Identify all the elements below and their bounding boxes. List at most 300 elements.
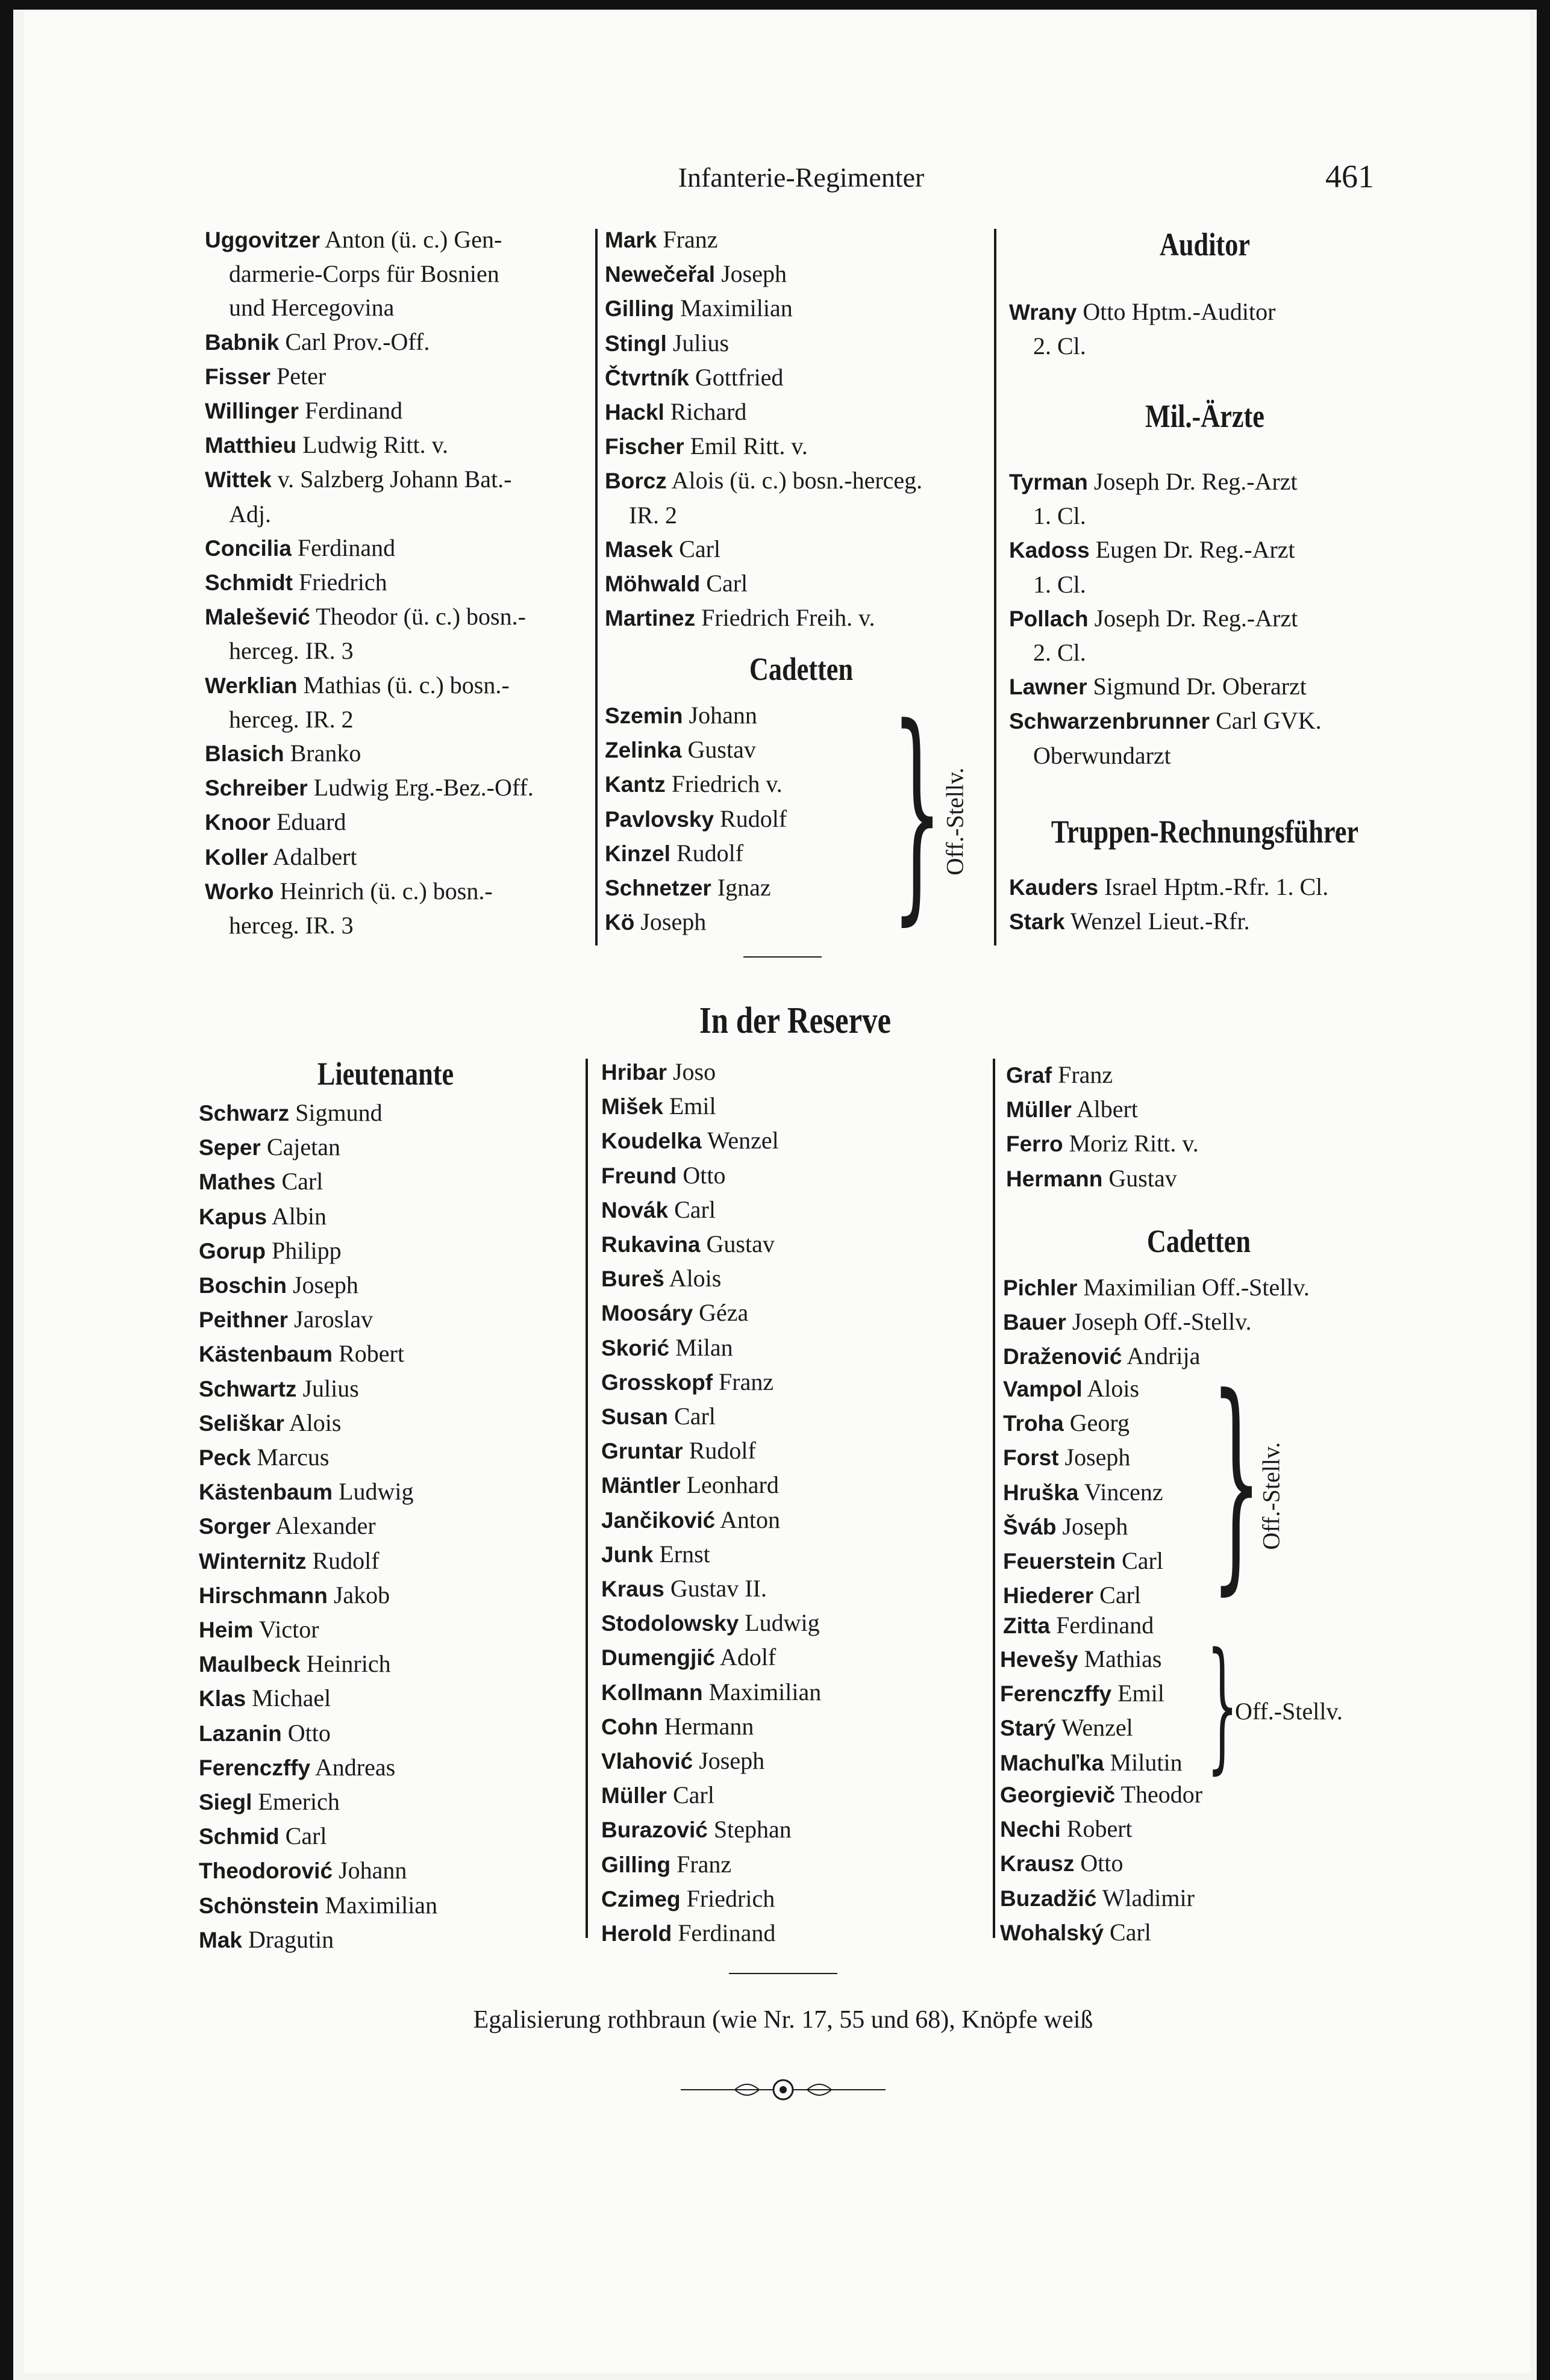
surname: Forst bbox=[1003, 1445, 1059, 1471]
list-entry bbox=[601, 1227, 987, 1262]
list-entry bbox=[1000, 1642, 1301, 1677]
entry-detail: Peter bbox=[270, 362, 327, 390]
surname: Mark bbox=[605, 228, 657, 252]
surname: Wittek bbox=[205, 467, 272, 493]
list-entry bbox=[205, 497, 590, 531]
list-entry bbox=[601, 1572, 987, 1606]
entry-detail: Joseph bbox=[693, 1747, 765, 1775]
list-entry bbox=[205, 874, 590, 909]
entry-continuation: herceg. IR. 3 bbox=[229, 637, 354, 665]
list-entry bbox=[1000, 1746, 1301, 1780]
entry-detail: Sigmund bbox=[289, 1099, 383, 1126]
list-entry bbox=[601, 1537, 987, 1572]
surname: Skorić bbox=[601, 1335, 670, 1360]
surname: Boschin bbox=[199, 1273, 287, 1298]
list-entry bbox=[205, 634, 590, 668]
scan-edge-left bbox=[0, 0, 13, 2380]
entry-detail: Johann bbox=[683, 702, 757, 729]
list-entry bbox=[601, 1813, 987, 1847]
surname: Müller bbox=[601, 1783, 667, 1808]
entry-detail: Anton bbox=[715, 1506, 781, 1533]
bottom-cadets-b-note: Off.-Stellv. bbox=[1257, 1442, 1285, 1550]
surname: Lawner bbox=[1009, 674, 1087, 700]
list-entry bbox=[1009, 568, 1395, 602]
surname: Hackl bbox=[605, 400, 664, 425]
entry-detail: Albin bbox=[267, 1202, 327, 1230]
surname: Zelinka bbox=[605, 738, 682, 763]
entry-continuation: und Hercegovina bbox=[229, 294, 395, 322]
surname: Starý bbox=[1000, 1716, 1056, 1741]
list-entry bbox=[199, 1441, 584, 1475]
surname: Mišek bbox=[601, 1094, 663, 1120]
surname: Klas bbox=[199, 1686, 246, 1712]
entry-detail: Joseph Dr. Reg.-Arzt bbox=[1088, 604, 1298, 632]
entry-detail: Ludwig bbox=[333, 1478, 414, 1506]
entry-detail: Joseph bbox=[715, 260, 787, 288]
surname: Schmid bbox=[199, 1824, 280, 1849]
surname: Wrany bbox=[1009, 300, 1077, 325]
surname: Kantz bbox=[605, 772, 666, 797]
entry-detail: Rudolf bbox=[683, 1437, 756, 1465]
surname: Winternitz bbox=[199, 1548, 307, 1574]
surname: Vlahović bbox=[601, 1749, 693, 1774]
surname: Vampol bbox=[1003, 1377, 1083, 1401]
surname: Stingl bbox=[605, 331, 667, 356]
surname: Gorup bbox=[199, 1238, 266, 1263]
list-entry bbox=[199, 1681, 584, 1716]
entry-continuation: darmerie-Corps für Bosnien bbox=[229, 260, 499, 288]
surname: Borcz bbox=[605, 469, 667, 494]
surname: Willinger bbox=[205, 399, 299, 424]
entry-detail: Gustav bbox=[681, 736, 756, 764]
entry-detail: Alois bbox=[284, 1409, 342, 1436]
list-entry bbox=[601, 1434, 987, 1468]
surname: Concilia bbox=[205, 535, 292, 561]
surname: Worko bbox=[205, 879, 274, 904]
entry-detail: Mathias (ü. c.) bosn.- bbox=[297, 671, 510, 699]
list-entry bbox=[199, 1647, 584, 1681]
entry-detail: Philipp bbox=[265, 1236, 342, 1264]
entry-detail: Franz bbox=[1052, 1061, 1113, 1088]
surname: Kraus bbox=[601, 1577, 664, 1602]
rechnungsfuehrer-list bbox=[1009, 870, 1395, 939]
entry-detail: Joseph bbox=[286, 1271, 358, 1299]
surname: Rukavina bbox=[601, 1232, 701, 1257]
surname: Schnetzer bbox=[605, 876, 711, 901]
surname: Grosskopf bbox=[601, 1369, 713, 1395]
entry-detail: Gustav II. bbox=[664, 1575, 767, 1603]
list-entry bbox=[605, 326, 990, 361]
entry-detail: Gustav bbox=[1102, 1164, 1177, 1192]
list-entry bbox=[601, 1675, 987, 1710]
entry-continuation: 2. Cl. bbox=[1033, 639, 1086, 667]
surname: Herold bbox=[601, 1921, 672, 1946]
list-entry bbox=[605, 601, 990, 635]
surname: Heim bbox=[199, 1618, 254, 1643]
list-entry bbox=[199, 1372, 584, 1406]
entry-detail: Leonhard bbox=[680, 1471, 779, 1499]
entry-detail: Alois bbox=[664, 1265, 722, 1292]
entry-detail: Robert bbox=[333, 1340, 404, 1368]
surname: Bureš bbox=[601, 1266, 664, 1292]
entry-detail: Carl GVK. bbox=[1210, 707, 1322, 735]
list-entry bbox=[205, 909, 590, 942]
list-entry bbox=[205, 737, 590, 771]
surname: Peithner bbox=[199, 1307, 289, 1333]
top-cadets-list bbox=[605, 699, 906, 939]
list-entry bbox=[205, 291, 590, 325]
surname: Mäntler bbox=[601, 1473, 681, 1498]
surname: Susan bbox=[601, 1404, 669, 1430]
list-entry bbox=[1009, 905, 1395, 939]
list-entry bbox=[601, 1055, 987, 1089]
entry-detail: Branko bbox=[284, 740, 361, 767]
bottom-cadets-b-note-wrap bbox=[1211, 1442, 1331, 1550]
surname: Peck bbox=[199, 1445, 251, 1471]
entry-detail: Carl bbox=[279, 1822, 327, 1850]
entry-detail: Johann bbox=[333, 1857, 407, 1884]
entry-detail: Albert bbox=[1071, 1095, 1138, 1123]
surname: Matthieu bbox=[205, 433, 297, 458]
entry-detail: Emil Ritt. v. bbox=[684, 432, 808, 460]
surname: Šváb bbox=[1003, 1514, 1057, 1539]
surname: Gilling bbox=[601, 1852, 671, 1877]
entry-detail: Friedrich bbox=[292, 569, 387, 596]
entry-detail: Friedrich v. bbox=[665, 770, 783, 798]
column-rule-right bbox=[994, 229, 996, 945]
list-entry bbox=[199, 1544, 584, 1578]
entry-detail: Carl bbox=[1093, 1581, 1142, 1609]
surname: Kästenbaum bbox=[199, 1480, 333, 1505]
entry-detail: Rudolf bbox=[714, 805, 787, 832]
entry-detail: Ferdinand bbox=[291, 534, 396, 561]
list-entry bbox=[205, 257, 590, 291]
surname: Hruška bbox=[1003, 1480, 1079, 1505]
list-entry bbox=[605, 802, 906, 836]
entry-detail: Maximilian bbox=[702, 1678, 822, 1706]
list-entry bbox=[605, 395, 990, 429]
list-entry bbox=[205, 394, 590, 428]
bottom-cadets-e bbox=[1000, 1778, 1361, 1950]
entry-detail: Eduard bbox=[270, 808, 346, 836]
list-entry bbox=[205, 771, 590, 805]
surname: Draženović bbox=[1003, 1344, 1122, 1369]
surname: Gruntar bbox=[601, 1439, 683, 1464]
list-entry bbox=[1006, 1092, 1392, 1127]
entry-detail: Theodor bbox=[1115, 1781, 1203, 1808]
running-header: Infanterie-Regimenter bbox=[678, 162, 925, 193]
entry-detail: Carl bbox=[666, 1781, 714, 1809]
column-rule-bottom-right bbox=[993, 1059, 995, 1938]
entry-detail: Ludwig bbox=[739, 1609, 820, 1637]
surname: Babnik bbox=[205, 329, 280, 355]
list-entry bbox=[199, 1096, 584, 1130]
surname: Stodolowsky bbox=[601, 1611, 739, 1636]
list-entry bbox=[1006, 1127, 1392, 1161]
entry-detail: Theodor (ü. c.) bosn.- bbox=[310, 603, 526, 631]
surname: Kauders bbox=[1009, 875, 1099, 900]
surname: Machuľka bbox=[1000, 1750, 1104, 1775]
surname: Seper bbox=[199, 1135, 261, 1160]
entry-detail: Robert bbox=[1060, 1815, 1133, 1843]
surname: Freund bbox=[601, 1163, 677, 1188]
entry-detail: Emil bbox=[663, 1092, 716, 1120]
entry-detail: Carl bbox=[700, 570, 748, 597]
entry-detail: Gustav bbox=[700, 1230, 775, 1258]
entry-detail: Rudolf bbox=[670, 839, 744, 867]
list-entry bbox=[605, 464, 990, 498]
surname: Cohn bbox=[601, 1714, 658, 1739]
list-entry bbox=[601, 1606, 987, 1640]
list-entry bbox=[605, 499, 990, 532]
list-entry bbox=[199, 1234, 584, 1268]
surname: Kästenbaum bbox=[199, 1342, 333, 1367]
list-entry bbox=[601, 1331, 987, 1365]
entry-detail: Ferdinand bbox=[1050, 1612, 1154, 1639]
entry-detail: Alois (ü. c.) bosn.-herceg. bbox=[666, 467, 923, 494]
list-entry bbox=[1009, 499, 1395, 533]
list-entry bbox=[205, 463, 590, 497]
entry-detail: Emerich bbox=[252, 1788, 340, 1816]
list-entry bbox=[1009, 295, 1395, 329]
auditor-list bbox=[1009, 295, 1395, 363]
surname: Schwarz bbox=[199, 1101, 290, 1126]
list-entry bbox=[601, 1468, 987, 1503]
list-entry bbox=[199, 1889, 584, 1923]
aerzte-list bbox=[1009, 465, 1395, 773]
entry-detail: Hermann bbox=[658, 1712, 754, 1740]
surname: Feuerstein bbox=[1003, 1549, 1116, 1574]
list-entry bbox=[1003, 1305, 1401, 1339]
list-entry bbox=[1003, 1339, 1401, 1374]
list-entry bbox=[601, 1089, 987, 1124]
entry-detail: Joseph bbox=[634, 908, 707, 936]
list-entry bbox=[1009, 739, 1395, 773]
list-entry bbox=[199, 1200, 584, 1234]
list-entry bbox=[601, 1124, 987, 1158]
list-entry bbox=[1009, 329, 1395, 363]
surname: Koller bbox=[205, 844, 268, 870]
entry-detail: Mathias bbox=[1078, 1645, 1162, 1672]
surname: Czimeg bbox=[601, 1886, 681, 1911]
entry-detail: Otto bbox=[281, 1719, 331, 1746]
entry-detail: Carl bbox=[668, 1403, 716, 1430]
list-entry bbox=[601, 1744, 987, 1778]
entry-continuation: 1. Cl. bbox=[1033, 502, 1086, 530]
list-entry bbox=[605, 429, 990, 464]
top-left-column bbox=[205, 223, 590, 942]
bottom-right-top-list bbox=[1006, 1058, 1392, 1196]
surname: Hevešy bbox=[1000, 1647, 1078, 1672]
surname: Schreiber bbox=[205, 776, 308, 801]
list-entry bbox=[1009, 465, 1395, 499]
surname: Dumengjić bbox=[601, 1645, 716, 1671]
surname: Nechi bbox=[1000, 1817, 1061, 1842]
list-entry bbox=[205, 325, 590, 360]
entry-detail: Franz bbox=[657, 226, 718, 253]
list-entry bbox=[1009, 870, 1395, 905]
entry-detail: Géza bbox=[693, 1299, 749, 1327]
entry-detail: Carl bbox=[1116, 1547, 1163, 1575]
list-entry bbox=[601, 1503, 987, 1537]
surname: Junk bbox=[601, 1542, 654, 1567]
entry-detail: v. Salzberg Johann Bat.- bbox=[271, 466, 512, 493]
entry-detail: Wenzel bbox=[701, 1127, 779, 1154]
surname: Müller bbox=[1006, 1097, 1072, 1123]
entry-detail: Joseph Off.-Stellv. bbox=[1066, 1308, 1252, 1336]
scan-edge-top bbox=[0, 0, 1550, 10]
bottom-cadets-d-note: Off.-Stellv. bbox=[1235, 1698, 1343, 1725]
entry-detail: Sigmund Dr. Oberarzt bbox=[1087, 673, 1307, 700]
surname: Siegl bbox=[199, 1790, 252, 1815]
list-entry bbox=[605, 291, 990, 326]
surname: Kö bbox=[605, 910, 635, 935]
list-entry bbox=[601, 1193, 987, 1227]
list-entry bbox=[1006, 1162, 1392, 1196]
surname: Wohalský bbox=[1000, 1920, 1104, 1945]
list-entry bbox=[605, 257, 990, 291]
list-entry bbox=[1009, 636, 1395, 670]
entry-detail: Victor bbox=[253, 1616, 319, 1643]
top-cadets-note-wrap bbox=[895, 767, 1015, 876]
list-entry bbox=[1000, 1778, 1361, 1812]
list-entry bbox=[199, 1406, 584, 1441]
brace-bottom-cadets-d: } bbox=[1207, 1623, 1239, 1787]
surname: Szemin bbox=[605, 703, 683, 728]
list-entry bbox=[199, 1337, 584, 1371]
list-entry bbox=[1006, 1058, 1392, 1092]
entry-detail: Israel Hptm.-Rfr. 1. Cl. bbox=[1098, 873, 1329, 900]
surname: Kollmann bbox=[601, 1680, 703, 1705]
list-entry bbox=[1009, 670, 1395, 704]
entry-detail: Andreas bbox=[310, 1753, 396, 1781]
list-entry bbox=[605, 871, 906, 905]
surname: Čtvrtník bbox=[605, 365, 689, 390]
entry-detail: Moriz Ritt. v. bbox=[1063, 1130, 1199, 1157]
list-entry bbox=[601, 1710, 987, 1744]
list-entry bbox=[199, 1268, 584, 1303]
list-entry bbox=[205, 565, 590, 600]
list-entry bbox=[605, 836, 906, 871]
list-entry bbox=[205, 805, 590, 840]
list-entry bbox=[601, 1365, 987, 1400]
entry-detail: Ferdinand bbox=[672, 1919, 776, 1947]
list-entry bbox=[199, 1165, 584, 1199]
surname: Kadoss bbox=[1009, 538, 1090, 563]
list-entry bbox=[199, 1578, 584, 1613]
entry-detail: Adalbert bbox=[267, 843, 357, 870]
auditor-heading: Auditor bbox=[1159, 226, 1251, 263]
entry-continuation: IR. 2 bbox=[629, 501, 677, 529]
list-entry bbox=[199, 1509, 584, 1544]
entry-detail: Wenzel bbox=[1055, 1714, 1133, 1742]
list-entry bbox=[601, 1778, 987, 1813]
entry-continuation: Oberwundarzt bbox=[1033, 741, 1171, 769]
entry-detail: Carl bbox=[668, 1195, 716, 1223]
surname: Hirschmann bbox=[199, 1583, 328, 1608]
surname: Malešević bbox=[205, 605, 310, 630]
entry-detail: Otto bbox=[1074, 1849, 1123, 1877]
entry-detail: Stephan bbox=[707, 1816, 792, 1843]
surname: Newečeřal bbox=[605, 262, 716, 287]
surname: Maulbeck bbox=[199, 1652, 301, 1677]
surname: Pavlovsky bbox=[605, 806, 714, 832]
entry-detail: Milutin bbox=[1104, 1748, 1183, 1776]
entry-detail: Maximilian bbox=[674, 294, 793, 322]
entry-detail: Joseph Dr. Reg.-Arzt bbox=[1087, 468, 1298, 495]
entry-detail: Eugen Dr. Reg.-Arzt bbox=[1089, 536, 1295, 564]
surname: Hiederer bbox=[1003, 1583, 1094, 1609]
lieutenants-heading: Lieutenante bbox=[317, 1056, 454, 1092]
entry-detail: Vincenz bbox=[1078, 1478, 1163, 1506]
entry-detail: Gottfried bbox=[689, 363, 784, 391]
entry-detail: Marcus bbox=[251, 1444, 330, 1471]
top-middle-column bbox=[605, 223, 990, 635]
list-entry bbox=[605, 905, 906, 939]
list-entry bbox=[601, 1916, 987, 1951]
entry-detail: Michael bbox=[246, 1684, 331, 1712]
entry-detail: Adolf bbox=[715, 1643, 777, 1671]
list-entry bbox=[205, 360, 590, 394]
list-entry bbox=[199, 1303, 584, 1337]
list-entry bbox=[605, 699, 906, 733]
surname: Hribar bbox=[601, 1060, 667, 1085]
bottom-middle-column bbox=[601, 1055, 987, 1951]
entry-detail: Wladimir bbox=[1096, 1884, 1195, 1911]
surname: Tyrman bbox=[1009, 470, 1088, 494]
surname: Burazović bbox=[601, 1818, 708, 1843]
list-entry bbox=[199, 1923, 584, 1957]
list-entry bbox=[199, 1716, 584, 1751]
list-entry bbox=[199, 1854, 584, 1888]
surname: Uggovitzer bbox=[205, 228, 320, 252]
surname: Lazanin bbox=[199, 1721, 282, 1746]
list-entry bbox=[605, 223, 990, 257]
surname: Bauer bbox=[1003, 1310, 1066, 1335]
bottom-cadets-c bbox=[1003, 1609, 1364, 1643]
list-entry bbox=[199, 1613, 584, 1647]
list-entry bbox=[1003, 1271, 1401, 1305]
surname: Ferenczffy bbox=[199, 1755, 311, 1780]
column-rule-bottom bbox=[586, 1059, 588, 1938]
surname: Kapus bbox=[199, 1204, 267, 1229]
column-rule bbox=[595, 229, 598, 945]
surname: Novák bbox=[601, 1197, 669, 1223]
surname: Schwarzenbrunner bbox=[1009, 709, 1210, 734]
list-entry bbox=[601, 1159, 987, 1193]
surname: Krausz bbox=[1000, 1851, 1075, 1877]
surname: Buzadžić bbox=[1000, 1886, 1097, 1911]
entry-detail: Carl Prov.-Off. bbox=[279, 328, 430, 355]
surname: Mathes bbox=[199, 1170, 276, 1195]
entry-detail: Joseph bbox=[1056, 1512, 1128, 1540]
scan-edge-right bbox=[1537, 0, 1550, 2380]
list-entry bbox=[205, 840, 590, 874]
list-entry bbox=[601, 1882, 987, 1916]
surname: Georgievič bbox=[1000, 1783, 1116, 1807]
rechnungsfuehrer-heading: Truppen-Rechnungsführer bbox=[1051, 814, 1359, 850]
footer-rule bbox=[729, 1973, 837, 1974]
entry-detail: Cajetan bbox=[260, 1133, 341, 1161]
surname: Pollach bbox=[1009, 606, 1089, 631]
entry-detail: Otto Hptm.-Auditor bbox=[1077, 298, 1276, 325]
list-entry bbox=[601, 1262, 987, 1296]
entry-detail: Joseph bbox=[1058, 1444, 1131, 1471]
list-entry bbox=[205, 703, 590, 737]
list-entry bbox=[605, 567, 990, 601]
entry-detail: Friedrich bbox=[680, 1884, 775, 1912]
entry-continuation: herceg. IR. 3 bbox=[229, 912, 354, 939]
